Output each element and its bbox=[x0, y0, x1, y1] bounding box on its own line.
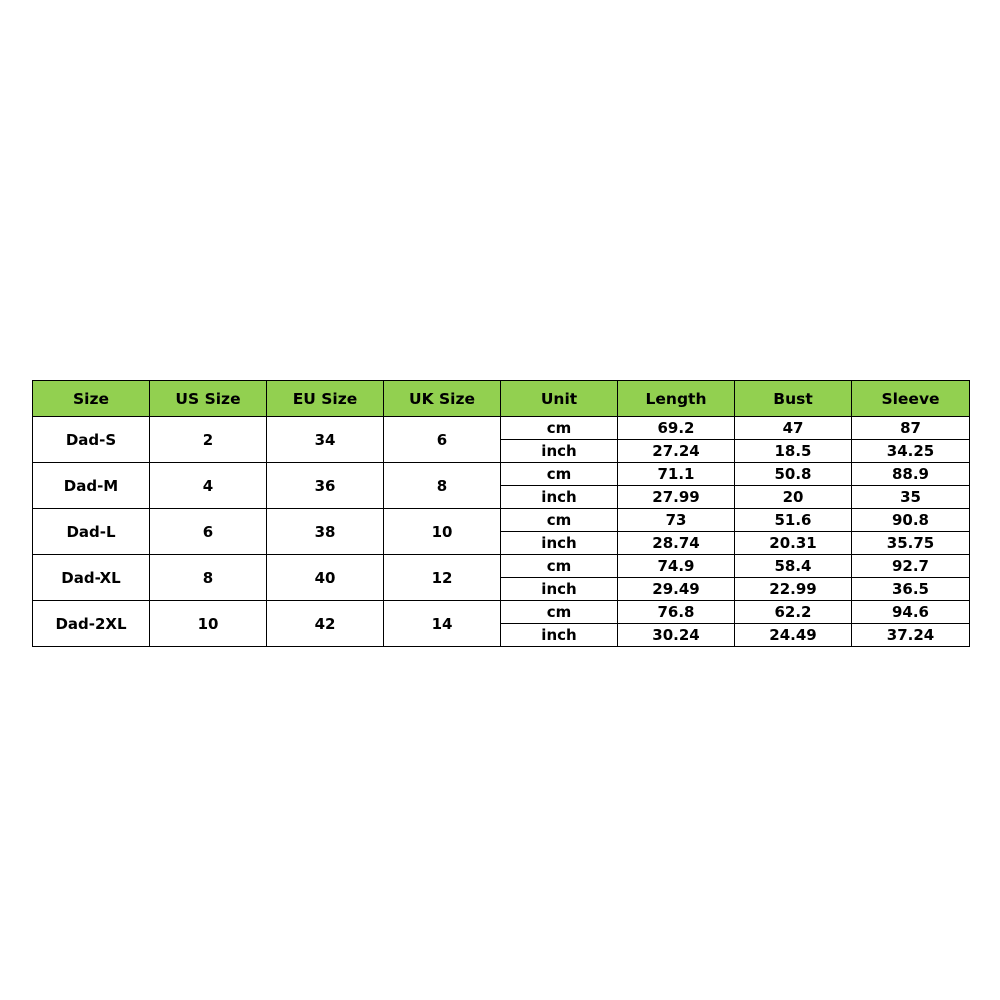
us-size-cell: 6 bbox=[150, 509, 267, 555]
bust-cell: 20.31 bbox=[735, 532, 852, 555]
us-size-cell: 8 bbox=[150, 555, 267, 601]
uk-size-cell: 8 bbox=[384, 463, 501, 509]
eu-size-cell: 38 bbox=[267, 509, 384, 555]
size-cell: Dad-XL bbox=[33, 555, 150, 601]
sleeve-cell: 35.75 bbox=[852, 532, 970, 555]
unit-cell: cm bbox=[501, 463, 618, 486]
length-cell: 29.49 bbox=[618, 578, 735, 601]
unit-cell: inch bbox=[501, 624, 618, 647]
header-bust: Bust bbox=[735, 381, 852, 417]
us-size-cell: 10 bbox=[150, 601, 267, 647]
sleeve-cell: 87 bbox=[852, 417, 970, 440]
bust-cell: 50.8 bbox=[735, 463, 852, 486]
sleeve-cell: 94.6 bbox=[852, 601, 970, 624]
length-cell: 30.24 bbox=[618, 624, 735, 647]
uk-size-cell: 12 bbox=[384, 555, 501, 601]
header-sleeve: Sleeve bbox=[852, 381, 970, 417]
bust-cell: 20 bbox=[735, 486, 852, 509]
header-uk-size: UK Size bbox=[384, 381, 501, 417]
header-us-size: US Size bbox=[150, 381, 267, 417]
sleeve-cell: 90.8 bbox=[852, 509, 970, 532]
bust-cell: 51.6 bbox=[735, 509, 852, 532]
unit-cell: cm bbox=[501, 509, 618, 532]
header-length: Length bbox=[618, 381, 735, 417]
length-cell: 74.9 bbox=[618, 555, 735, 578]
table-row bbox=[33, 555, 970, 578]
bust-cell: 62.2 bbox=[735, 601, 852, 624]
size-chart-table bbox=[32, 380, 970, 647]
length-cell: 71.1 bbox=[618, 463, 735, 486]
length-cell: 28.74 bbox=[618, 532, 735, 555]
unit-cell: inch bbox=[501, 578, 618, 601]
unit-cell: cm bbox=[501, 601, 618, 624]
uk-size-cell: 6 bbox=[384, 417, 501, 463]
length-cell: 73 bbox=[618, 509, 735, 532]
table-row bbox=[33, 417, 970, 440]
unit-cell: cm bbox=[501, 555, 618, 578]
unit-cell: cm bbox=[501, 417, 618, 440]
sleeve-cell: 36.5 bbox=[852, 578, 970, 601]
length-cell: 27.24 bbox=[618, 440, 735, 463]
header-eu-size: EU Size bbox=[267, 381, 384, 417]
length-cell: 76.8 bbox=[618, 601, 735, 624]
uk-size-cell: 14 bbox=[384, 601, 501, 647]
eu-size-cell: 34 bbox=[267, 417, 384, 463]
header-size: Size bbox=[33, 381, 150, 417]
header-row bbox=[33, 381, 970, 417]
us-size-cell: 4 bbox=[150, 463, 267, 509]
bust-cell: 58.4 bbox=[735, 555, 852, 578]
eu-size-cell: 36 bbox=[267, 463, 384, 509]
table-row bbox=[33, 509, 970, 532]
uk-size-cell: 10 bbox=[384, 509, 501, 555]
table-row bbox=[33, 463, 970, 486]
header-unit: Unit bbox=[501, 381, 618, 417]
table-row bbox=[33, 601, 970, 624]
bust-cell: 22.99 bbox=[735, 578, 852, 601]
us-size-cell: 2 bbox=[150, 417, 267, 463]
size-cell: Dad-L bbox=[33, 509, 150, 555]
bust-cell: 18.5 bbox=[735, 440, 852, 463]
eu-size-cell: 40 bbox=[267, 555, 384, 601]
length-cell: 69.2 bbox=[618, 417, 735, 440]
sleeve-cell: 92.7 bbox=[852, 555, 970, 578]
bust-cell: 47 bbox=[735, 417, 852, 440]
sleeve-cell: 35 bbox=[852, 486, 970, 509]
bust-cell: 24.49 bbox=[735, 624, 852, 647]
length-cell: 27.99 bbox=[618, 486, 735, 509]
eu-size-cell: 42 bbox=[267, 601, 384, 647]
size-cell: Dad-2XL bbox=[33, 601, 150, 647]
sleeve-cell: 88.9 bbox=[852, 463, 970, 486]
unit-cell: inch bbox=[501, 440, 618, 463]
sleeve-cell: 37.24 bbox=[852, 624, 970, 647]
unit-cell: inch bbox=[501, 532, 618, 555]
size-cell: Dad-S bbox=[33, 417, 150, 463]
sleeve-cell: 34.25 bbox=[852, 440, 970, 463]
unit-cell: inch bbox=[501, 486, 618, 509]
size-cell: Dad-M bbox=[33, 463, 150, 509]
